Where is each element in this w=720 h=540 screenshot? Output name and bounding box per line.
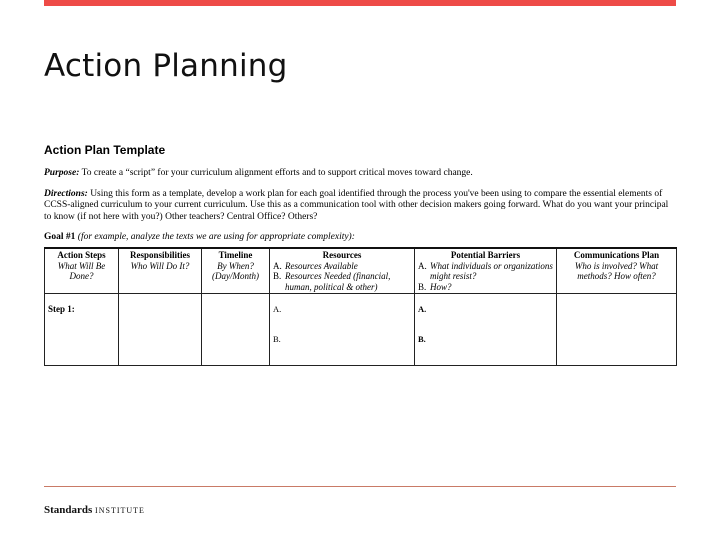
directions-label: Directions: xyxy=(44,188,88,199)
header-resources: Resources A. Resources Available B. Resources Needed (financial, human, political & other) xyxy=(270,248,415,294)
standards-institute-logo: Standards INSTITUTE xyxy=(44,504,145,516)
communications-cell xyxy=(557,294,677,366)
responsibilities-cell xyxy=(119,294,202,366)
purpose-label: Purpose: xyxy=(44,168,80,178)
header-communications-plan: Communications Plan Who is involved? What methods? How often? xyxy=(557,248,677,294)
goal-text: (for example, analyze the texts we are using for appropriate complexity): xyxy=(77,232,355,242)
purpose-text: To create a “script” for your curriculum alignment efforts and to support critical moves toward change. xyxy=(81,168,473,178)
template-title: Action Plan Template xyxy=(44,143,166,157)
header-timeline: Timeline By When? (Day/Month) xyxy=(202,248,270,294)
directions-paragraph xyxy=(44,189,676,224)
action-plan-table xyxy=(44,247,677,366)
header-responsibilities: Responsibilities Who Will Do It? xyxy=(119,248,202,294)
purpose-paragraph xyxy=(44,168,676,180)
header-action-steps: Action Steps What Will Be Done? xyxy=(45,248,119,294)
document-image xyxy=(44,143,676,366)
directions-text: Using this form as a template, develop a work plan for each goal identified through the process you've been using to compare the essential elements of CCSS-aligned curriculum to your current curriculum. Use this as a communication tool with other decision makers going forward. What do you want your principal to know (if not here with you?) Other teachers? Central Office? Others? xyxy=(44,188,669,222)
resources-cell: A. B. xyxy=(270,294,415,366)
slide-title: Action Planning xyxy=(44,48,288,84)
timeline-cell xyxy=(202,294,270,366)
top-accent-bar xyxy=(44,0,676,6)
goal-label: Goal #1 xyxy=(44,232,76,242)
barriers-cell: A. B. xyxy=(415,294,557,366)
footer-divider xyxy=(44,486,676,487)
goal-line xyxy=(44,232,676,242)
header-potential-barriers: Potential Barriers A. What individuals or organizations might resist? B. How? xyxy=(415,248,557,294)
step-cell: Step 1: xyxy=(45,294,119,366)
table-header-row xyxy=(45,248,677,294)
table-row xyxy=(45,294,677,366)
